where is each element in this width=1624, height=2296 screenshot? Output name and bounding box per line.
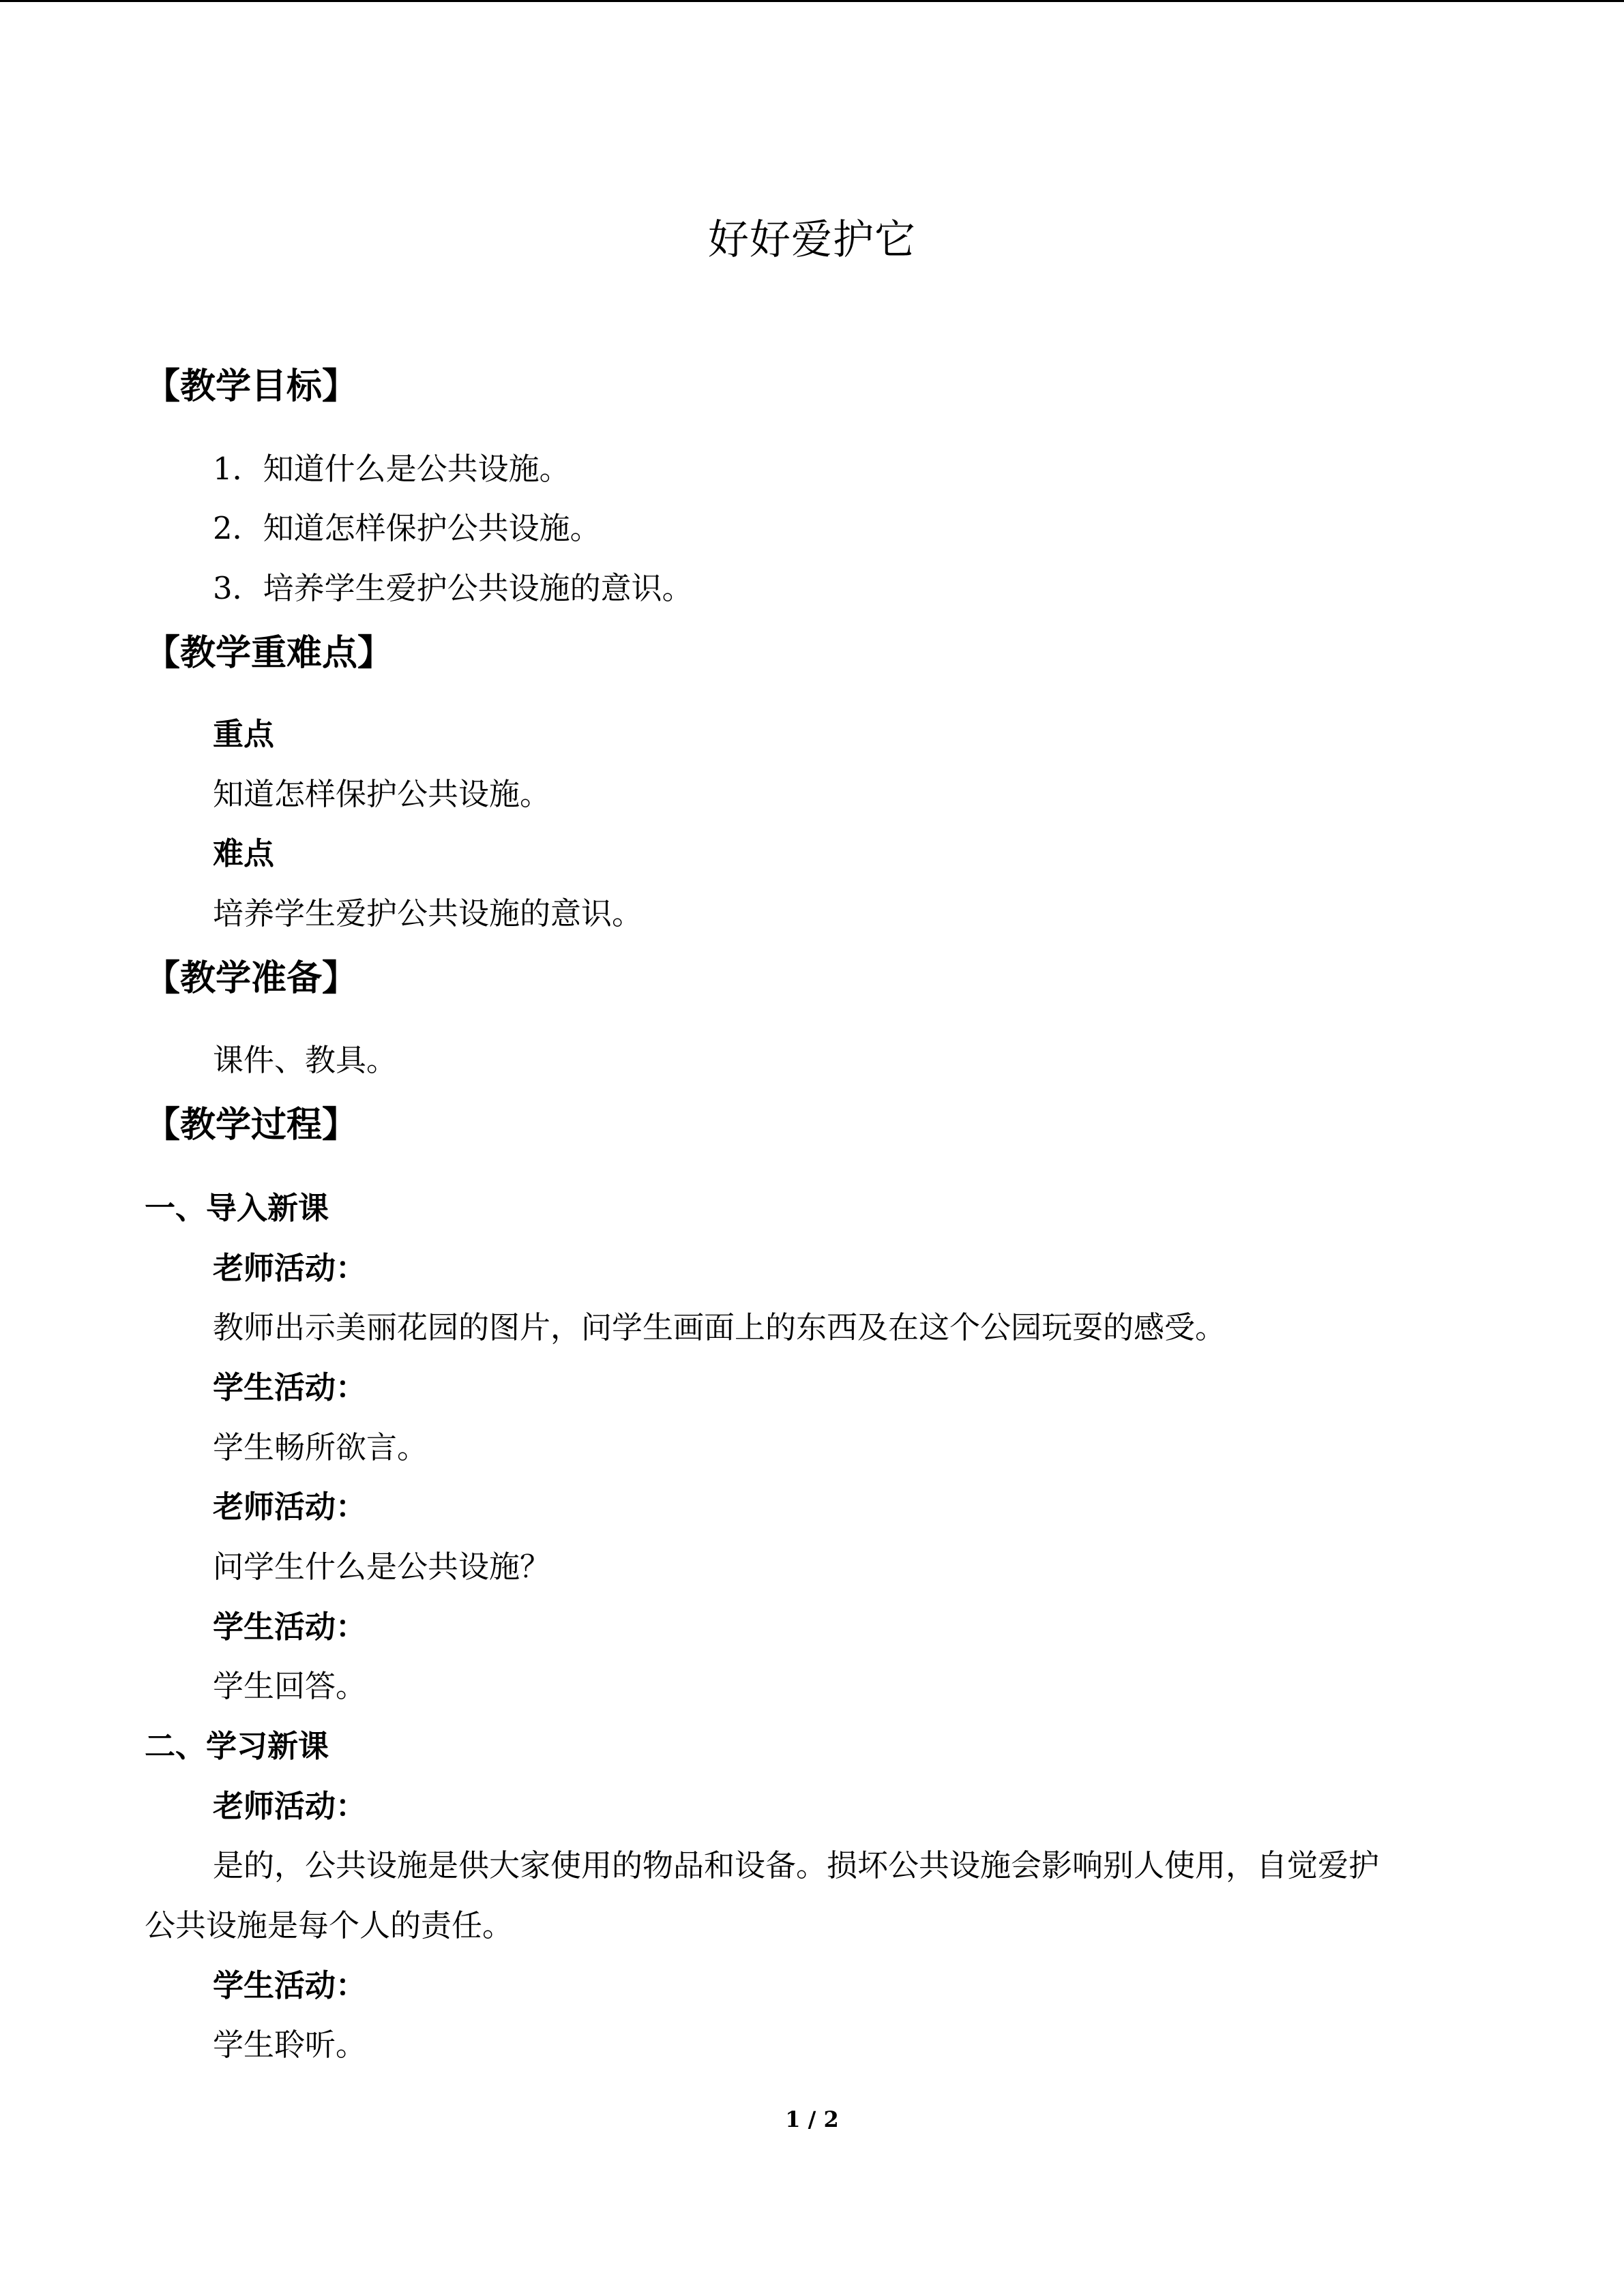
process-heading: 【教学过程】 <box>145 1104 358 1146</box>
step-2-teacher-label-1: 老师活动： <box>213 1788 367 1824</box>
step-1-teacher-text-1: 教师出示美丽花园的图片，问学生画面上的东西及在这个公园玩耍的感受。 <box>213 1309 1226 1345</box>
step-2-teacher-text-1-line-2: 公共设施是每个人的责任。 <box>145 1907 514 1943</box>
step-1-student-text-2: 学生回答。 <box>213 1668 367 1704</box>
step-1-teacher-text-2: 问学生什么是公共设施？ <box>213 1549 551 1585</box>
preparation-heading: 【教学准备】 <box>145 957 358 999</box>
step-2-student-text-1: 学生聆听。 <box>213 2027 367 2063</box>
step-2-title: 二、学习新课 <box>145 1728 329 1764</box>
step-2-teacher-text-1-line-1: 是的，公共设施是供大家使用的物品和设备。损坏公共设施会影响别人使用，自觉爱护 <box>213 1847 1380 1883</box>
key-points-heading: 【教学重难点】 <box>145 632 394 674</box>
objective-item-3: 3．培养学生爱护公共设施的意识。 <box>213 570 693 606</box>
page-number: 1 / 2 <box>785 2106 839 2132</box>
focus-text: 知道怎样保护公共设施。 <box>213 776 551 812</box>
difficulty-text: 培养学生爱护公共设施的意识。 <box>213 895 643 931</box>
step-1-student-text-1: 学生畅所欲言。 <box>213 1429 428 1465</box>
objective-item-2: 2．知道怎样保护公共设施。 <box>213 510 601 546</box>
step-1-student-label-2: 学生活动： <box>213 1609 367 1645</box>
focus-label: 重点 <box>213 716 275 752</box>
objectives-heading: 【教学目标】 <box>145 366 358 407</box>
step-1-teacher-label-2: 老师活动： <box>213 1489 367 1525</box>
top-border-line <box>0 0 1624 2</box>
step-1-teacher-label-1: 老师活动： <box>213 1250 367 1286</box>
objective-item-1: 1．知道什么是公共设施。 <box>213 451 570 487</box>
step-1-title: 一、导入新课 <box>145 1190 329 1226</box>
difficulty-label: 难点 <box>213 835 275 871</box>
preparation-text: 课件、教具。 <box>213 1042 398 1078</box>
step-2-student-label-1: 学生活动： <box>213 1967 367 2003</box>
page-title: 好好爱护它 <box>708 216 916 264</box>
step-1-student-label-1: 学生活动： <box>213 1369 367 1405</box>
